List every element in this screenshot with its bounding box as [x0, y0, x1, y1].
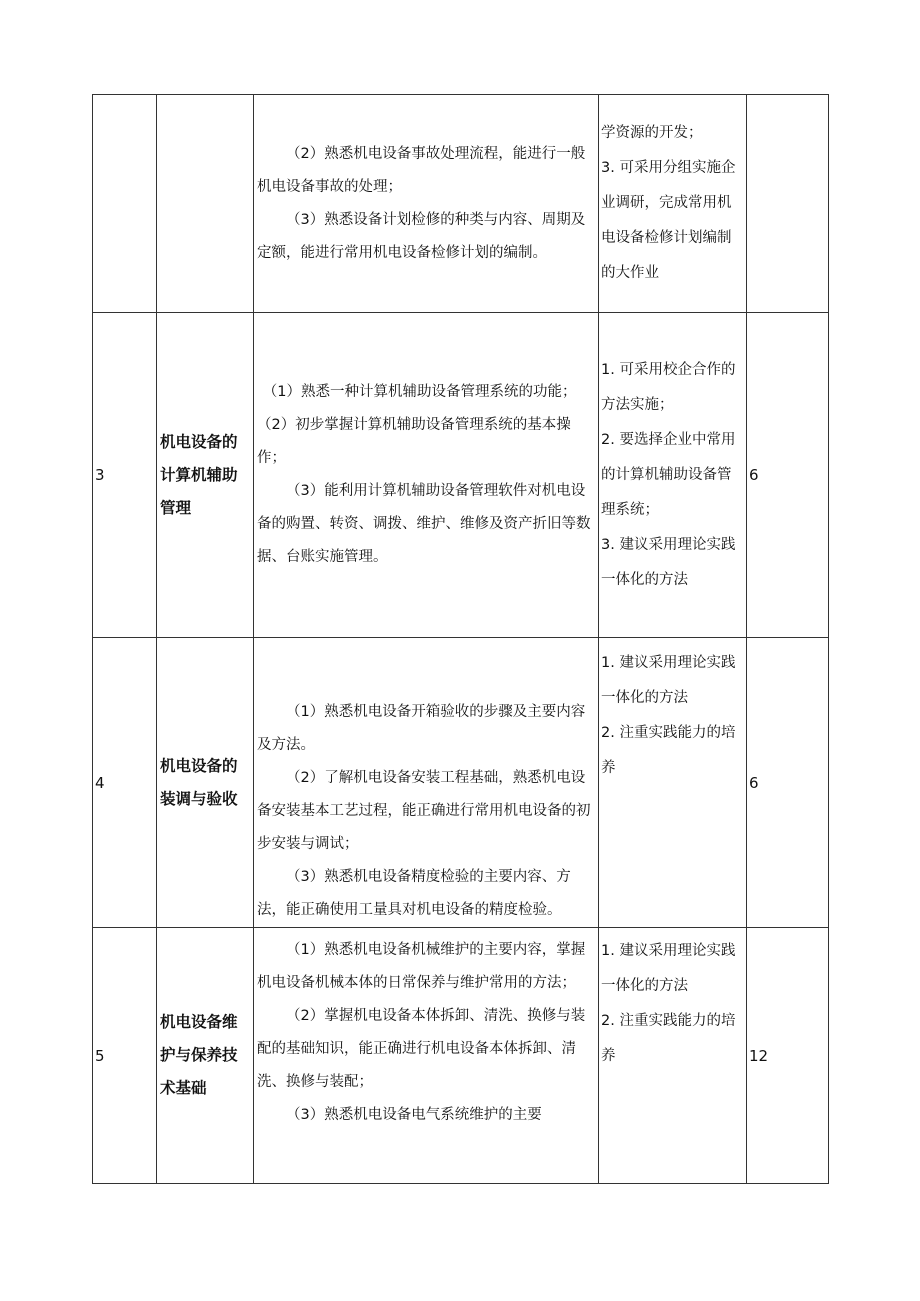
content-cell: [254, 928, 599, 1184]
method-item: 1. 可采用校企合作的方法实施；: [601, 361, 736, 413]
content-item: （3）熟悉机电设备精度检验的主要内容、方法，能正确使用工量具对机电设备的精度检验。: [257, 869, 571, 918]
method-item: 1. 建议采用理论实践一体化的方法: [601, 943, 736, 994]
content-item: （3）熟悉机电设备电气系统维护的主要: [286, 1107, 542, 1123]
method-item: 3. 建议采用理论实践一体化的方法: [601, 536, 736, 588]
unit-name: 机电设备的装调与验收: [157, 638, 254, 928]
hours-cell: 12: [747, 928, 829, 1184]
table-row: [93, 928, 829, 1184]
content-item: （1）熟悉机电设备开箱验收的步骤及主要内容及方法。: [257, 704, 586, 753]
content-item: （2）掌握机电设备本体拆卸、清洗、换修与装配的基础知识，能正确进行机电设备本体拆卸、清洗、换修与装配；: [257, 1008, 586, 1090]
content-item: （3）熟悉设备计划检修的种类与内容、周期及定额，能进行常用机电设备检修计划的编制。: [257, 211, 586, 261]
table-row: [93, 313, 829, 638]
row-number: [93, 95, 157, 313]
method-item: 2. 注重实践能力的培养: [601, 725, 736, 776]
unit-name: [157, 95, 254, 313]
content-item: （2）初步掌握计算机辅助设备管理系统的基本操作；: [257, 417, 571, 466]
method-item: 1. 建议采用理论实践一体化的方法: [601, 655, 736, 706]
method-item: 2. 注重实践能力的培养: [601, 1013, 736, 1064]
hours-cell: 6: [747, 638, 829, 928]
row-number: 3: [93, 313, 157, 638]
method-item: 2. 要选择企业中常用的计算机辅助设备管理系统；: [601, 431, 736, 518]
method-item: 3. 可采用分组实施企业调研，完成常用机电设备检修计划编制的大作业: [601, 160, 736, 281]
content-item: （2）了解机电设备安装工程基础，熟悉机电设备安装基本工艺过程，能正确进行常用机电设备的初步安装与调试；: [257, 770, 591, 852]
row-number: 4: [93, 638, 157, 928]
table-row: [93, 638, 829, 928]
content-item: （1）熟悉机电设备机械维护的主要内容，掌握机电设备机械本体的日常保养与维护常用的方法；: [257, 942, 586, 991]
row-number: 5: [93, 928, 157, 1184]
course-content-table: [92, 94, 829, 1184]
content-item: （3）能利用计算机辅助设备管理软件对机电设备的购置、转资、调拨、维护、维修及资产折旧等数据、台账实施管理。: [257, 483, 591, 565]
content-cell: [254, 638, 599, 928]
table-row: [93, 95, 829, 313]
content-item: （1）熟悉一种计算机辅助设备管理系统的功能；: [262, 384, 577, 400]
method-cell: [599, 928, 747, 1184]
hours-cell: 6: [747, 313, 829, 638]
hours-cell: [747, 95, 829, 313]
method-cell: [599, 95, 747, 313]
method-item: 学资源的开发；: [601, 125, 703, 141]
method-cell: [599, 638, 747, 928]
content-item: （2）熟悉机电设备事故处理流程，能进行一般机电设备事故的处理；: [257, 145, 586, 195]
method-cell: [599, 313, 747, 638]
unit-name: 机电设备的计算机辅助管理: [157, 313, 254, 638]
content-cell: [254, 95, 599, 313]
unit-name: 机电设备维护与保养技术基础: [157, 928, 254, 1184]
content-cell: [254, 313, 599, 638]
